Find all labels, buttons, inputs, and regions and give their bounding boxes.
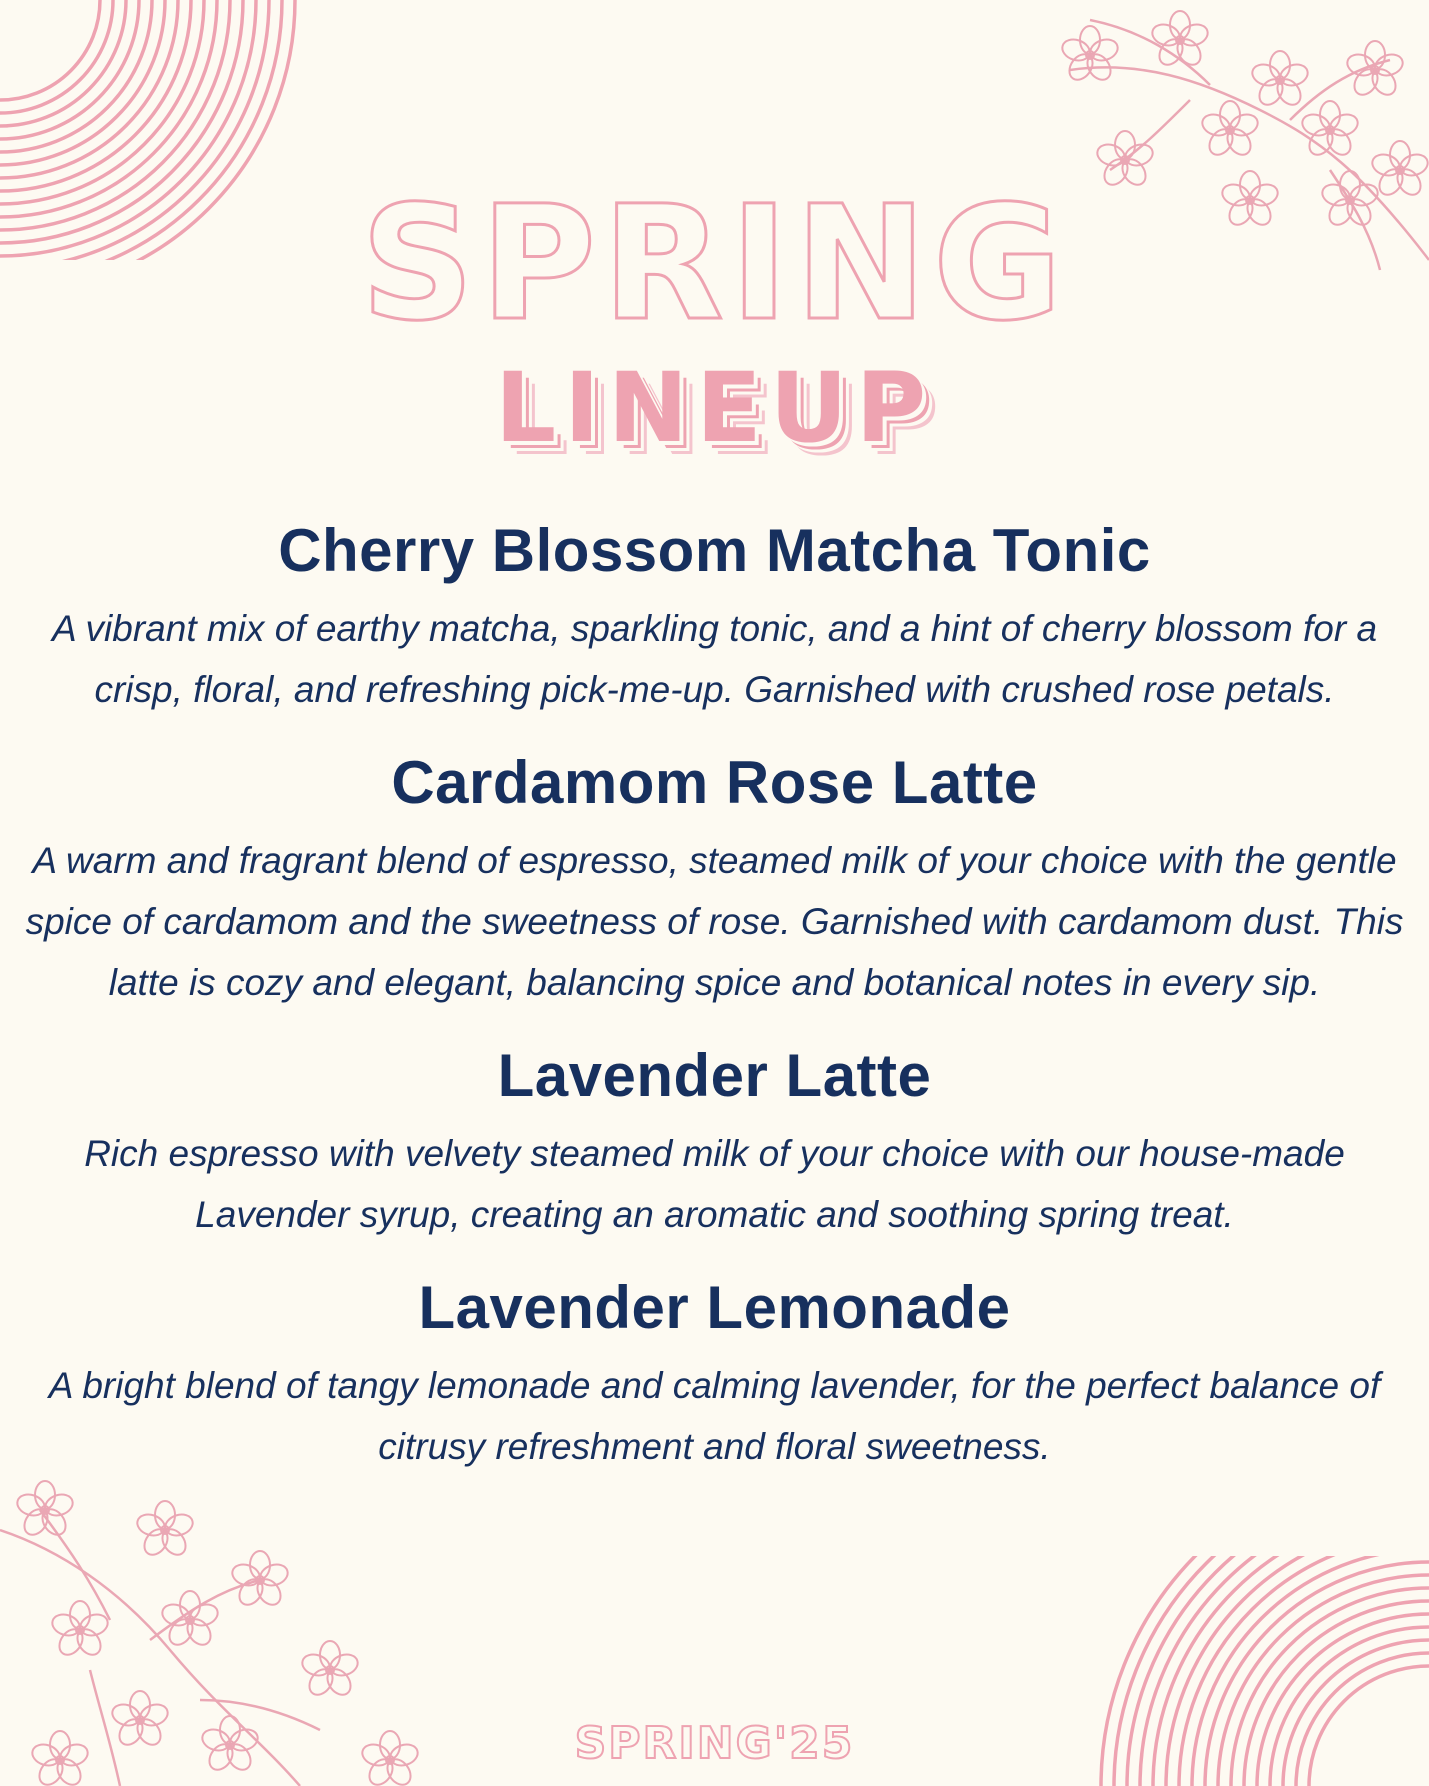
title-spring xyxy=(0,172,1429,356)
footer-spring-25: SPRING'25 xyxy=(574,1718,855,1769)
menu-item-description: Rich espresso with velvety steamed milk of your choice with our house-made Lavender syrup, creating an aromatic and soothing spring treat. xyxy=(84,1133,1345,1235)
menu-item-name: Lavender Lemonade xyxy=(418,1274,1011,1341)
menu-item-name: Cardamom Rose Latte xyxy=(391,749,1038,816)
menu-item-description: A warm and fragrant blend of espresso, steamed milk of your choice with the gentle spice of cardamom and the sweetness of rose. Garnished with cardamom dust. This latte is cozy and elegant, balancing spice and botanical notes in every sip. xyxy=(25,840,1404,1003)
menu-item-description: A bright blend of tangy lemonade and calming lavender, for the perfect balance of citrusy refreshment and floral sweetness. xyxy=(48,1365,1381,1467)
menu-item xyxy=(0,1043,1429,1245)
menu-list xyxy=(0,518,1429,1507)
menu-item xyxy=(0,518,1429,720)
menu-item xyxy=(0,750,1429,1013)
menu-item-name: Cherry Blossom Matcha Tonic xyxy=(278,517,1151,584)
menu-item-name: Lavender Latte xyxy=(497,1042,932,1109)
title-spring-text: SPRING xyxy=(360,172,1069,356)
title-lineup: LINEUP xyxy=(494,352,935,464)
menu-item-description: A vibrant mix of earthy matcha, sparkling tonic, and a hint of cherry blossom for a crisp, floral, and refreshing pick-me-up. Garnished with crushed rose petals. xyxy=(51,608,1378,710)
menu-item xyxy=(0,1275,1429,1477)
